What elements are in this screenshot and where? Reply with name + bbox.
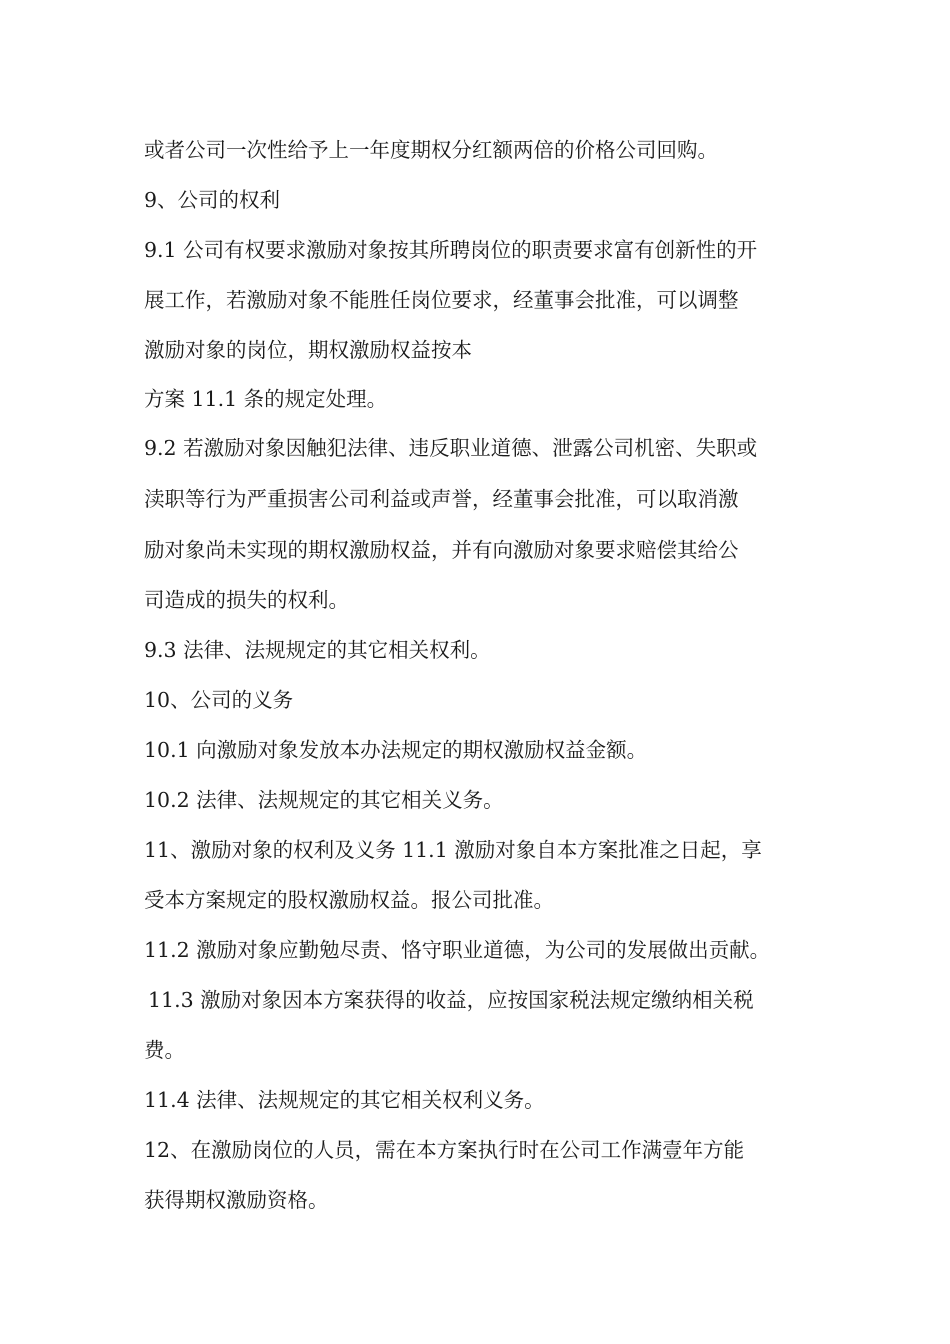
paragraph-line: 9.3 法律、法规规定的其它相关权利。 [144,638,491,662]
paragraph-line: 激励对象的岗位，期权激励权益按本 [144,338,472,362]
paragraph-line: 10.1 向激励对象发放本办法规定的期权激励权益金额。 [144,738,648,762]
section-heading: 9、公司的权利 [144,188,281,212]
paragraph-line: 11.4 法律、法规规定的其它相关权利义务。 [144,1088,545,1112]
paragraph-line: 11.2 激励对象应勤勉尽责、恪守职业道德，为公司的发展做出贡献。 [144,938,771,962]
paragraph-line: 司造成的损失的权利。 [144,588,349,612]
paragraph-line: 展工作，若激励对象不能胜任岗位要求，经董事会批准，可以调整 [144,288,739,312]
paragraph-line: 12、在激励岗位的人员，需在本方案执行时在公司工作满壹年方能 [144,1138,745,1162]
paragraph-line: 励对象尚未实现的期权激励权益，并有向激励对象要求赔偿其给公 [144,538,739,562]
paragraph-line: 9.2 若激励对象因触犯法律、违反职业道德、泄露公司机密、失职或 [144,436,758,460]
paragraph-line: 或者公司一次性给予上一年度期权分红额两倍的价格公司回购。 [144,138,718,162]
paragraph-line: 11.3 激励对象因本方案获得的收益，应按国家税法规定缴纳相关税 [148,988,754,1012]
paragraph-line: 获得期权激励资格。 [144,1188,329,1212]
paragraph-line: 11、激励对象的权利及义务 11.1 激励对象自本方案批准之日起，享 [144,838,762,862]
paragraph-line: 受本方案规定的股权激励权益。报公司批准。 [144,888,554,912]
paragraph-line: 方案 11.1 条的规定处理。 [144,387,388,411]
paragraph-line: 费。 [144,1038,185,1062]
section-heading: 10、公司的义务 [144,688,294,712]
paragraph-line: 渎职等行为严重损害公司利益或声誉，经董事会批准，可以取消激 [144,487,739,511]
paragraph-line: 9.1 公司有权要求激励对象按其所聘岗位的职责要求富有创新性的开 [144,238,758,262]
paragraph-line: 10.2 法律、法规规定的其它相关义务。 [144,788,504,812]
